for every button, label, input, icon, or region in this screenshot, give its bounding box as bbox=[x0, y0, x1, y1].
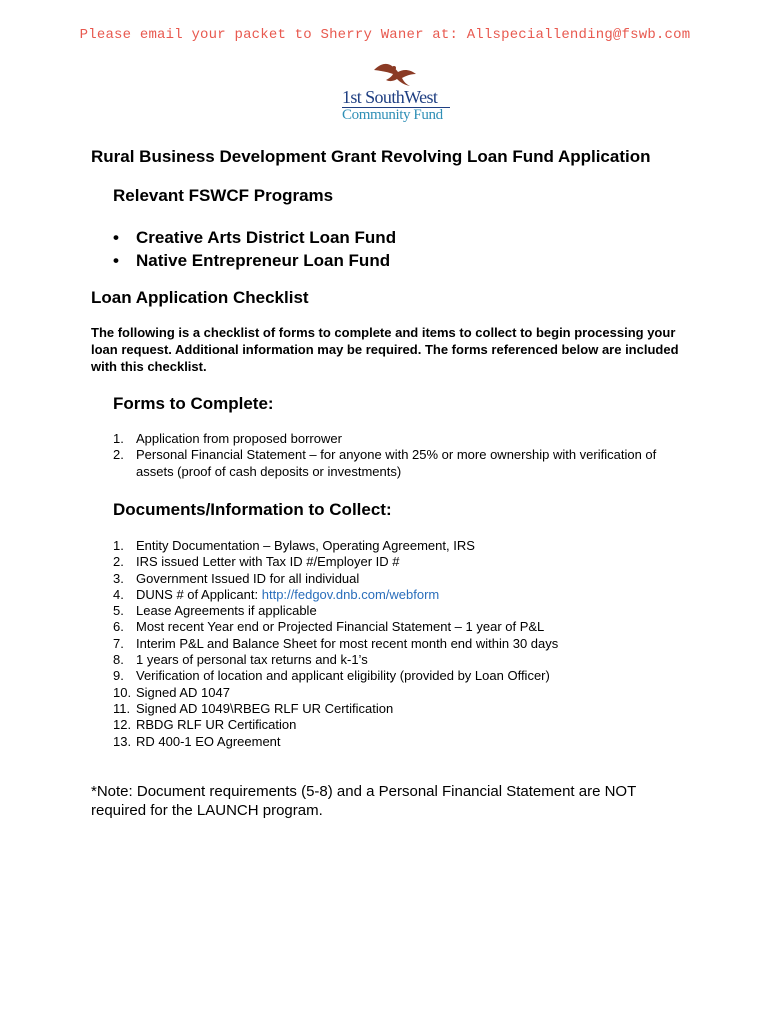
list-item bbox=[113, 554, 693, 570]
program-label: Creative Arts District Loan Fund bbox=[136, 228, 397, 247]
item-text: 1 years of personal tax returns and k-1’s bbox=[136, 652, 368, 668]
program-label: Native Entrepreneur Loan Fund bbox=[136, 251, 391, 270]
list-item bbox=[113, 571, 693, 587]
eagle-icon bbox=[336, 60, 456, 90]
item-number: 3. bbox=[113, 570, 124, 586]
logo-name-line1: 1st SouthWest bbox=[342, 87, 438, 107]
list-item bbox=[113, 717, 693, 733]
list-item bbox=[113, 668, 693, 684]
list-item bbox=[113, 701, 693, 717]
item-number: 2. bbox=[113, 554, 124, 570]
logo-name-line2: Community Fund bbox=[342, 107, 443, 123]
item-number: 2. bbox=[113, 447, 124, 463]
list-item bbox=[113, 636, 693, 652]
item-text: IRS issued Letter with Tax ID #/Employer ID # bbox=[136, 554, 400, 570]
item-number: 10. bbox=[113, 684, 132, 700]
item-text: RBDG RLF UR Certification bbox=[136, 717, 297, 733]
item-number: 1. bbox=[113, 538, 124, 553]
item-number: 12. bbox=[113, 717, 132, 733]
list-item bbox=[113, 447, 693, 480]
item-text: Interim P&L and Balance Sheet for most recent month end within 30 days bbox=[136, 635, 559, 651]
forms-list bbox=[113, 431, 693, 480]
list-item bbox=[113, 685, 693, 701]
list-item bbox=[113, 603, 693, 619]
organization-logo bbox=[336, 60, 456, 130]
documents-list bbox=[113, 538, 693, 750]
email-notice: Please email your packet to Sherry Waner at: Allspeciallending@fswb.com bbox=[79, 27, 691, 43]
item-number: 7. bbox=[113, 635, 124, 651]
item-number: 5. bbox=[113, 603, 124, 619]
item-text: Personal Financial Statement – for anyone with 25% or more ownership with verification of assets (proof of cash deposits or investments) bbox=[136, 447, 657, 479]
program-item bbox=[113, 226, 396, 249]
programs-heading: Relevant FSWCF Programs bbox=[113, 186, 334, 205]
item-text: RD 400-1 EO Agreement bbox=[136, 733, 281, 749]
item-text: Signed AD 1047 bbox=[136, 684, 230, 700]
list-item bbox=[113, 652, 693, 668]
item-text: Lease Agreements if applicable bbox=[136, 603, 317, 619]
item-number: 4. bbox=[113, 586, 124, 602]
item-number: 8. bbox=[113, 652, 124, 668]
requirements-note: *Note: Document requirements (5-8) and a Personal Financial Statement are NOT required for the LAUNCH program. bbox=[91, 783, 636, 819]
item-number: 11. bbox=[113, 700, 131, 716]
documents-heading: Documents/Information to Collect: bbox=[113, 500, 392, 519]
list-item bbox=[113, 734, 693, 750]
checklist-heading: Loan Application Checklist bbox=[91, 288, 309, 307]
document-title: Rural Business Development Grant Revolving Loan Fund Application bbox=[91, 147, 651, 166]
duns-webform-link[interactable]: http://fedgov.dnb.com/webform bbox=[261, 586, 440, 602]
bullet-icon: • bbox=[113, 228, 119, 247]
item-number: 1. bbox=[113, 431, 124, 446]
item-number: 13. bbox=[113, 733, 132, 749]
item-text: Entity Documentation – Bylaws, Operating Agreement, IRS bbox=[136, 538, 475, 553]
bullet-icon: • bbox=[113, 251, 119, 270]
programs-list bbox=[113, 226, 396, 272]
item-text: DUNS # of Applicant: bbox=[136, 586, 262, 602]
forms-heading: Forms to Complete: bbox=[113, 394, 274, 413]
item-text: Government Issued ID for all individual bbox=[136, 570, 360, 586]
item-text: Most recent Year end or Projected Financial Statement – 1 year of P&L bbox=[136, 619, 545, 635]
list-item bbox=[113, 538, 693, 554]
item-text: Verification of location and applicant eligibility (provided by Loan Officer) bbox=[136, 668, 550, 684]
list-item bbox=[113, 619, 693, 635]
list-item bbox=[113, 431, 693, 447]
list-item bbox=[113, 587, 693, 603]
program-item bbox=[113, 249, 396, 272]
item-text: Signed AD 1049\RBEG RLF UR Certification bbox=[136, 700, 394, 716]
item-number: 9. bbox=[113, 668, 124, 684]
item-text: Application from proposed borrower bbox=[136, 431, 342, 446]
item-number: 6. bbox=[113, 619, 124, 635]
checklist-intro: The following is a checklist of forms to complete and items to collect to begin processing your loan request. Additional information may be required. The forms referenced below are included with this checklist. bbox=[91, 325, 679, 374]
